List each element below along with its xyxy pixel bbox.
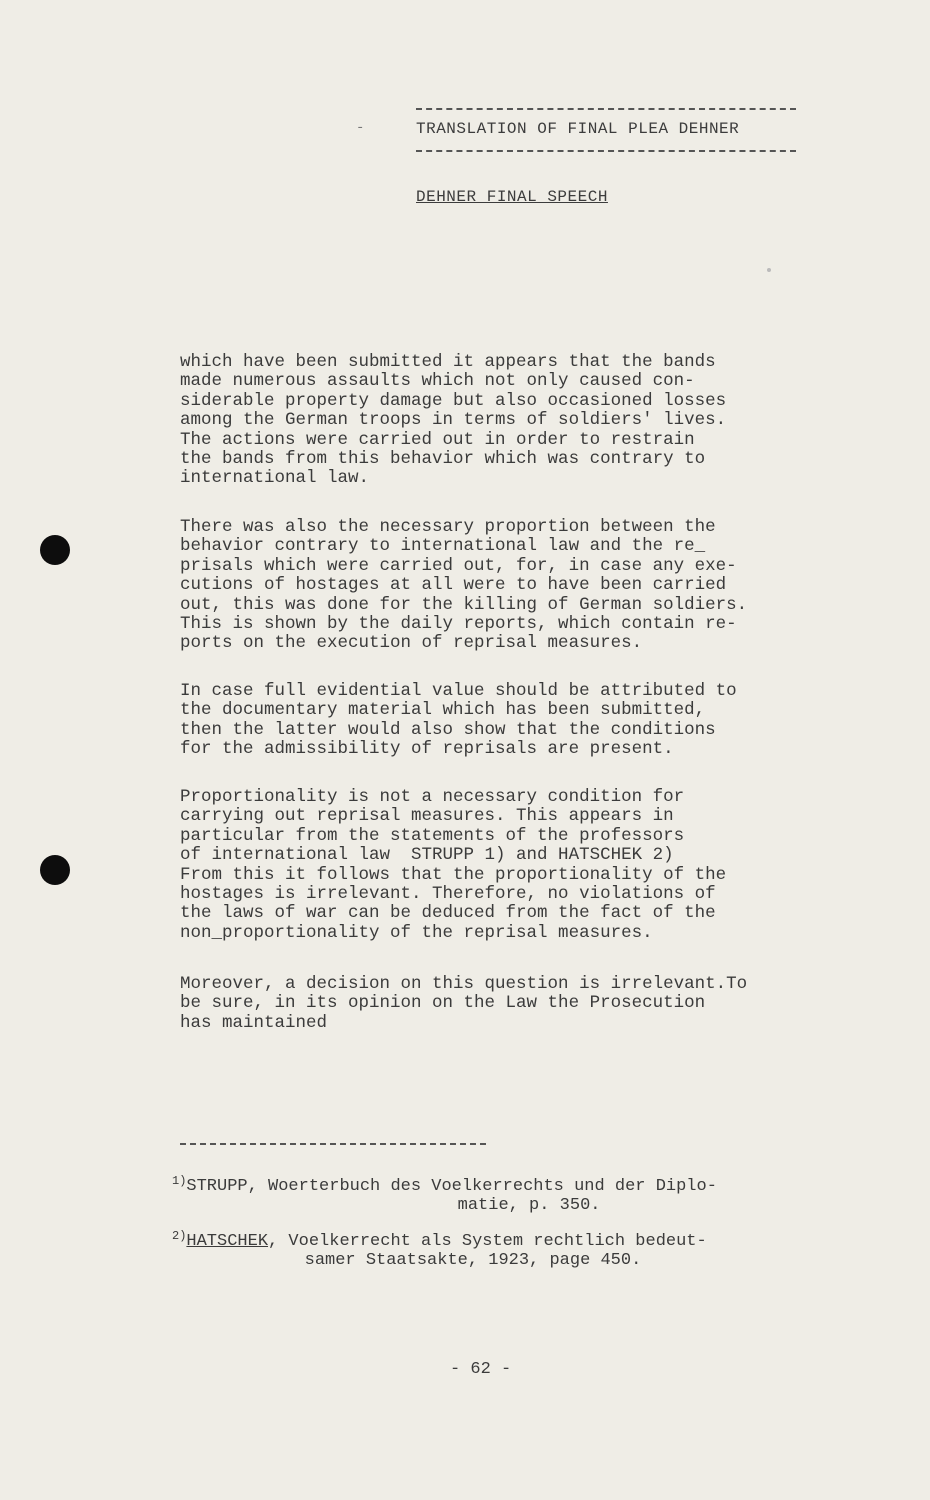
header-rule-bottom — [416, 150, 796, 152]
footnote-1-text: , Woerterbuch des Voelkerrechts und der Diplo- matie, p. 350. — [247, 1177, 717, 1215]
header-rule-top — [416, 108, 796, 110]
footnote-1-marker: 1) — [172, 1174, 187, 1188]
footnote-separator — [180, 1143, 486, 1145]
footnote-2-marker: 2) — [172, 1229, 187, 1243]
footnote-2-author: HATSCHEK — [186, 1232, 269, 1251]
paragraph-3: In case full evidential value should be attributed to the documentary material which has been submitted, then the latter would also show that the conditions for the admissibility of reprisals are present. — [180, 681, 737, 760]
punch-hole-bottom — [40, 855, 70, 885]
speech-title: DEHNER FINAL SPEECH — [416, 188, 608, 206]
paper-speck — [767, 268, 771, 272]
paragraph-4: Proportionality is not a necessary condition for carrying out reprisal measures. This appears in particular from the statements of the professors of international law STRUPP 1) and HATSCHEK 2) From this it follows that the proportionality of the hostages is irrelevant. Therefore, no violations of the laws of war can be deduced from the fact of the non_proportionality of the reprisal measures. — [180, 787, 727, 943]
footnote-2 — [172, 1227, 707, 1270]
paragraph-5: Moreover, a decision on this question is irrelevant.To be sure, in its opinion on the Law the Prosecution has maintained — [180, 974, 748, 1033]
punch-hole-top — [40, 535, 70, 565]
page-number: - 62 - — [450, 1360, 512, 1379]
document-header-title: TRANSLATION OF FINAL PLEA DEHNER — [416, 120, 740, 138]
footnote-1 — [172, 1172, 717, 1215]
margin-mark: - — [356, 120, 365, 136]
paragraph-1: which have been submitted it appears that the bands made numerous assaults which not only caused con- siderable property damage but also occasioned losses among the German troops in terms of soldiers' lives. The actions were carried out in order to restrain the bands from this behavior which was contrary to international law. — [180, 352, 727, 489]
paragraph-2: There was also the necessary proportion between the behavior contrary to international law and the re_ prisals which were carried out, for, in case any exe- cutions of hostages at all were to have been carried out, this was done for the killing of German soldiers. This is shown by the daily reports, which contain re- ports on the execution of reprisal measures. — [180, 517, 748, 654]
footnote-1-author: STRUPP — [186, 1177, 248, 1196]
footnote-2-text: , Voelkerrecht als System rechtlich bedeut- samer Staatsakte, 1923, page 450. — [268, 1232, 707, 1270]
